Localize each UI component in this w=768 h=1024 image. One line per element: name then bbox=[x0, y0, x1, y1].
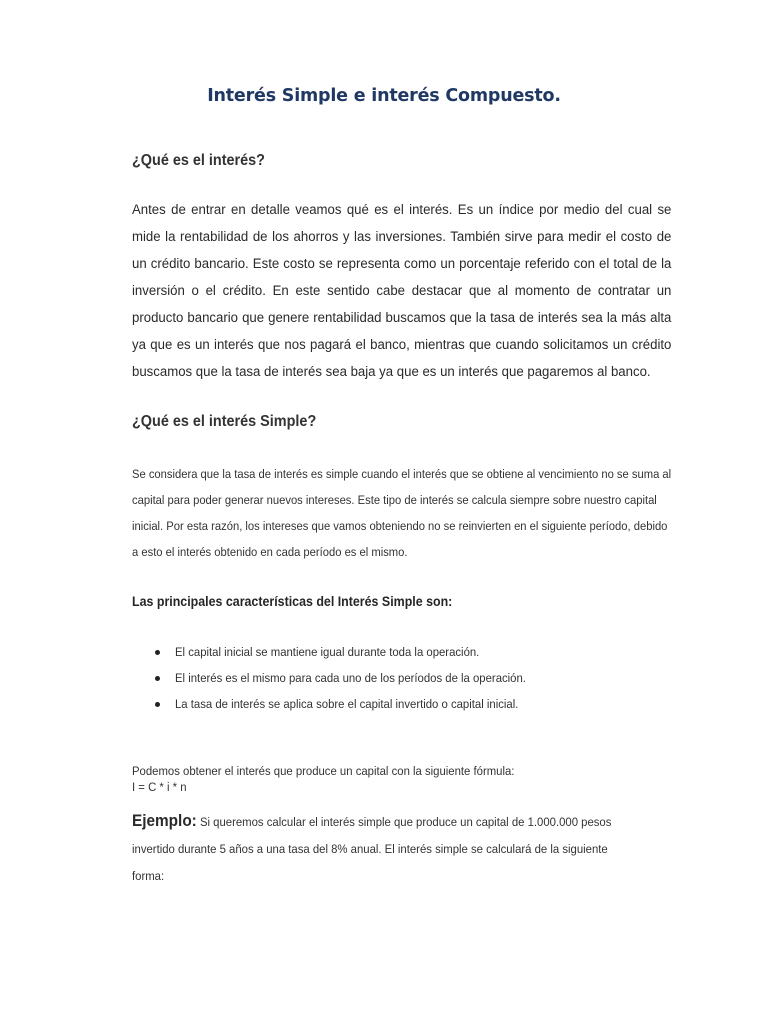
bullet-icon bbox=[155, 702, 160, 707]
paragraph-interes: Antes de entrar en detalle veamos qué es el interés. Es un índice por medio del cual se mide la rentabilidad de los ahorros y las inversiones. También sirve para medir el costo de un crédito bancario. Este costo se representa como un porcentaje referido con el total de la inversión o el crédito. En este sentido cabe destacar que al momento de contratar un producto bancario que genere rentabilidad buscamos que la tasa de interés sea la más alta ya que es un interés que nos pagará el banco, mientras que cuando solicitamos un crédito buscamos que la tasa de interés sea baja ya que es un interés que pagaremos al banco. bbox=[132, 202, 672, 380]
example-label: Ejemplo: bbox=[132, 812, 197, 830]
list-item bbox=[150, 697, 552, 723]
list-item-text: La tasa de interés se aplica sobre el capital invertido o capital inicial. bbox=[175, 697, 519, 711]
list-item bbox=[150, 645, 552, 671]
characteristics-list bbox=[150, 645, 552, 723]
characteristics-heading: Las principales características del Interés Simple son: bbox=[132, 594, 453, 609]
example-block bbox=[132, 808, 630, 890]
list-item bbox=[150, 671, 552, 697]
list-item-text: El capital inicial se mantiene igual durante toda la operación. bbox=[175, 645, 480, 659]
formula-intro-text: Podemos obtener el interés que produce un capital con la siguiente fórmula: bbox=[132, 764, 515, 778]
list-item-text: El interés es el mismo para cada uno de los períodos de la operación. bbox=[175, 671, 526, 685]
example-text: Si queremos calcular el interés simple que produce un capital de 1.000.000 pesos invertido durante 5 años a una tasa del 8% anual. El interés simple se calculará de la siguiente forma: bbox=[132, 815, 612, 883]
paragraph-interes-simple: Se considera que la tasa de interés es simple cuando el interés que se obtiene al vencimiento no se suma al capital para poder generar nuevos intereses. Este tipo de interés se calcula siempre sobre nuestro capital inicial. Por esta razón, los intereses que vamos obteniendo no se reinvierten en el siguiente período, debido a esto el interés obtenido en cada período es el mismo. bbox=[132, 467, 672, 559]
bullet-icon bbox=[155, 650, 160, 655]
formula-expression: I = C * i * n bbox=[132, 780, 187, 794]
bullet-icon bbox=[155, 676, 160, 681]
section-heading-interes-simple: ¿Qué es el interés Simple? bbox=[132, 413, 317, 430]
document-title: Interés Simple e interés Compuesto. bbox=[207, 86, 561, 106]
formula-block bbox=[132, 763, 514, 795]
section-heading-interes: ¿Qué es el interés? bbox=[132, 152, 265, 169]
